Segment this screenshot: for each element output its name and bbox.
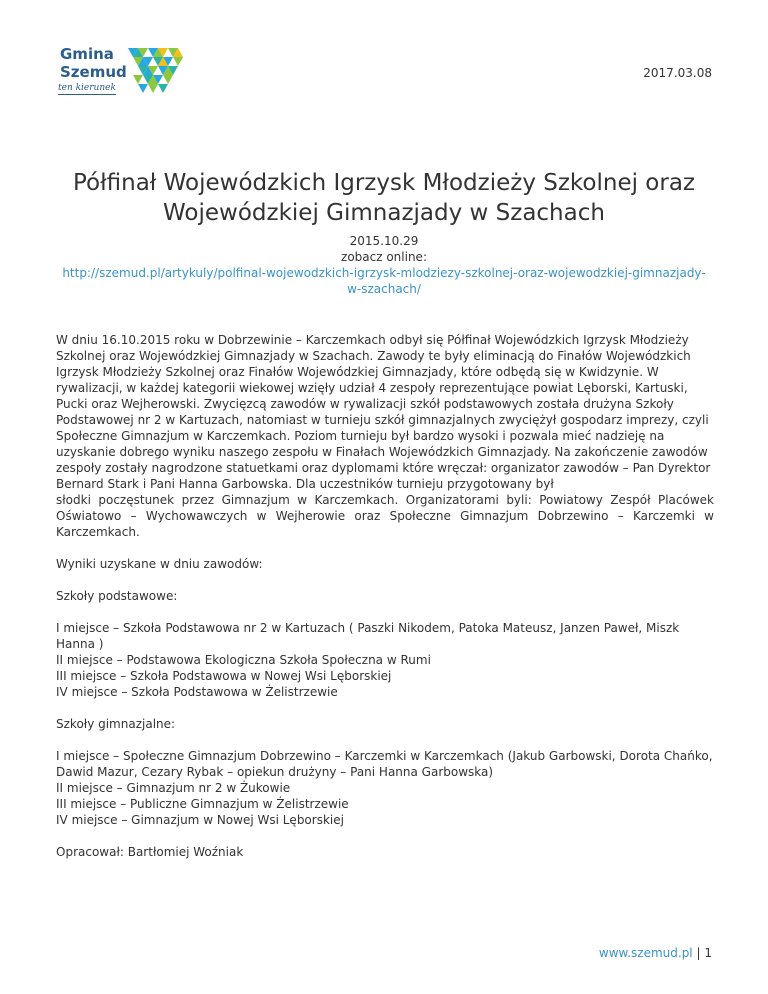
triangle-mosaic-icon (128, 48, 188, 100)
list-item: II miejsce – Podstawowa Ekologiczna Szkoła Społeczna w Rumi (56, 653, 431, 667)
intro-paragraph (56, 332, 714, 540)
online-url-link[interactable]: http://szemud.pl/artykuly/polfinal-wojewodzkich-igrzysk-mlodziezy-szkolnej-oraz-wojewodzkiej-gimnazjady-w-szachach/ (62, 266, 706, 296)
article-meta (56, 233, 712, 297)
page-footer (599, 946, 712, 960)
logo-line-gmina: Gmina (60, 45, 114, 63)
footer-separator: | (696, 946, 701, 960)
list-item: II miejsce – Gimnazjum nr 2 w Żukowie (56, 781, 291, 795)
secondary-results (56, 748, 714, 828)
list-item: III miejsce – Szkoła Podstawowa w Nowej Wsi Lęborskiej (56, 669, 392, 683)
online-label: zobacz online: (341, 250, 427, 264)
intro-text-1: W dniu 16.10.2015 roku w Dobrzewinie – Karczemkach odbył się Półfinał Wojewódzkich Igrzysk Młodzieży Szkolnej oraz Wojewódzkiej Gimnazjady w Szachach. Zawody te były eliminacją do Finałów Wojewódzkich Igrzysk Młodzieży Szkolnej oraz Finałów Wojewódzkiej Gimnazjady, które odbędą się w Kwidzynie. W rywalizacji, w każdej kategorii wiekowej wzięły udział 4 zespoły reprezentujące powiat Lęborski, Kartuski, Pucki oraz Wejherowski. Zwycięzcą zawodów w rywalizacji szkół podstawowych została drużyna Szkoły Podstawowej nr 2 w Kartuzach, natomiast w turnieju szkół gimnazjalnych zwyciężył gospodarz imprezy, czyli Społeczne Gimnazjum w Karczemkach. Poziom turnieju był bardzo wysoki i pozwala mieć nadzieję na uzyskanie dobrego wyniku naszego zespołu w Finałach Wojewódzkich Gimnazjady. Na zakończenie zawodów zespoły zostały nagrodzone statuetkami oraz dyplomami które wręczał: organizator zawodów – Pan Dyrektor Bernard Stark i Pani Hanna Garbowska. Dla uczestników turnieju przygotowany był (56, 333, 711, 491)
primary-results (56, 620, 714, 700)
primary-heading: Szkoły podstawowe: (56, 589, 178, 603)
list-item: I miejsce – Społeczne Gimnazjum Dobrzewino – Karczemki w Karczemkach (Jakub Garbowski, Dorota Chańko, (56, 749, 713, 763)
list-item: Dawid Mazur, Cezary Rybak – opiekun drużyny – Pani Hanna Garbowska) (56, 765, 494, 779)
article-body (56, 332, 714, 876)
site-link[interactable]: www.szemud.pl (598, 946, 693, 960)
list-item: I miejsce – Szkoła Podstawowa nr 2 w Kartuzach ( Paszki Nikodem, Patoka Mateusz, Janzen Paweł, Miszk Hanna ) (56, 621, 680, 651)
results-intro: Wyniki uzyskane w dniu zawodów: (56, 557, 263, 571)
list-item: IV miejsce – Szkoła Podstawowa w Żelistrzewie (56, 685, 338, 699)
list-item: III miejsce – Publiczne Gimnazjum w Żelistrzewie (56, 797, 349, 811)
page-number: 1 (704, 946, 712, 960)
header-date: 2017.03.08 (643, 66, 712, 80)
secondary-heading: Szkoły gimnazjalne: (56, 717, 176, 731)
intro-text-2a: słodki poczęstunek przez Gimnazjum w Karczemkach. Organizatorami byli: Powiatowy Zespół Placówek Oświatowo – Wychowawczych w Wejherowie oraz Społeczne Gimnazjum Dobrzewino – Karczemki w Karczemkach. (56, 493, 714, 539)
list-item: IV miejsce – Gimnazjum w Nowej Wsi Lęborskiej (56, 813, 344, 827)
gmina-szemud-logo[interactable] (56, 44, 188, 104)
author-line: Opracował: Bartłomiej Woźniak (56, 845, 244, 859)
article-title: Półfinał Wojewódzkich Igrzysk Młodzieży Szkolnej oraz Wojewódzkiej Gimnazjady w Szachach (72, 170, 696, 226)
article-date: 2015.10.29 (349, 234, 419, 248)
logo-line-szemud: Szemud (60, 63, 127, 81)
logo-tagline: ten kierunek (58, 83, 116, 93)
